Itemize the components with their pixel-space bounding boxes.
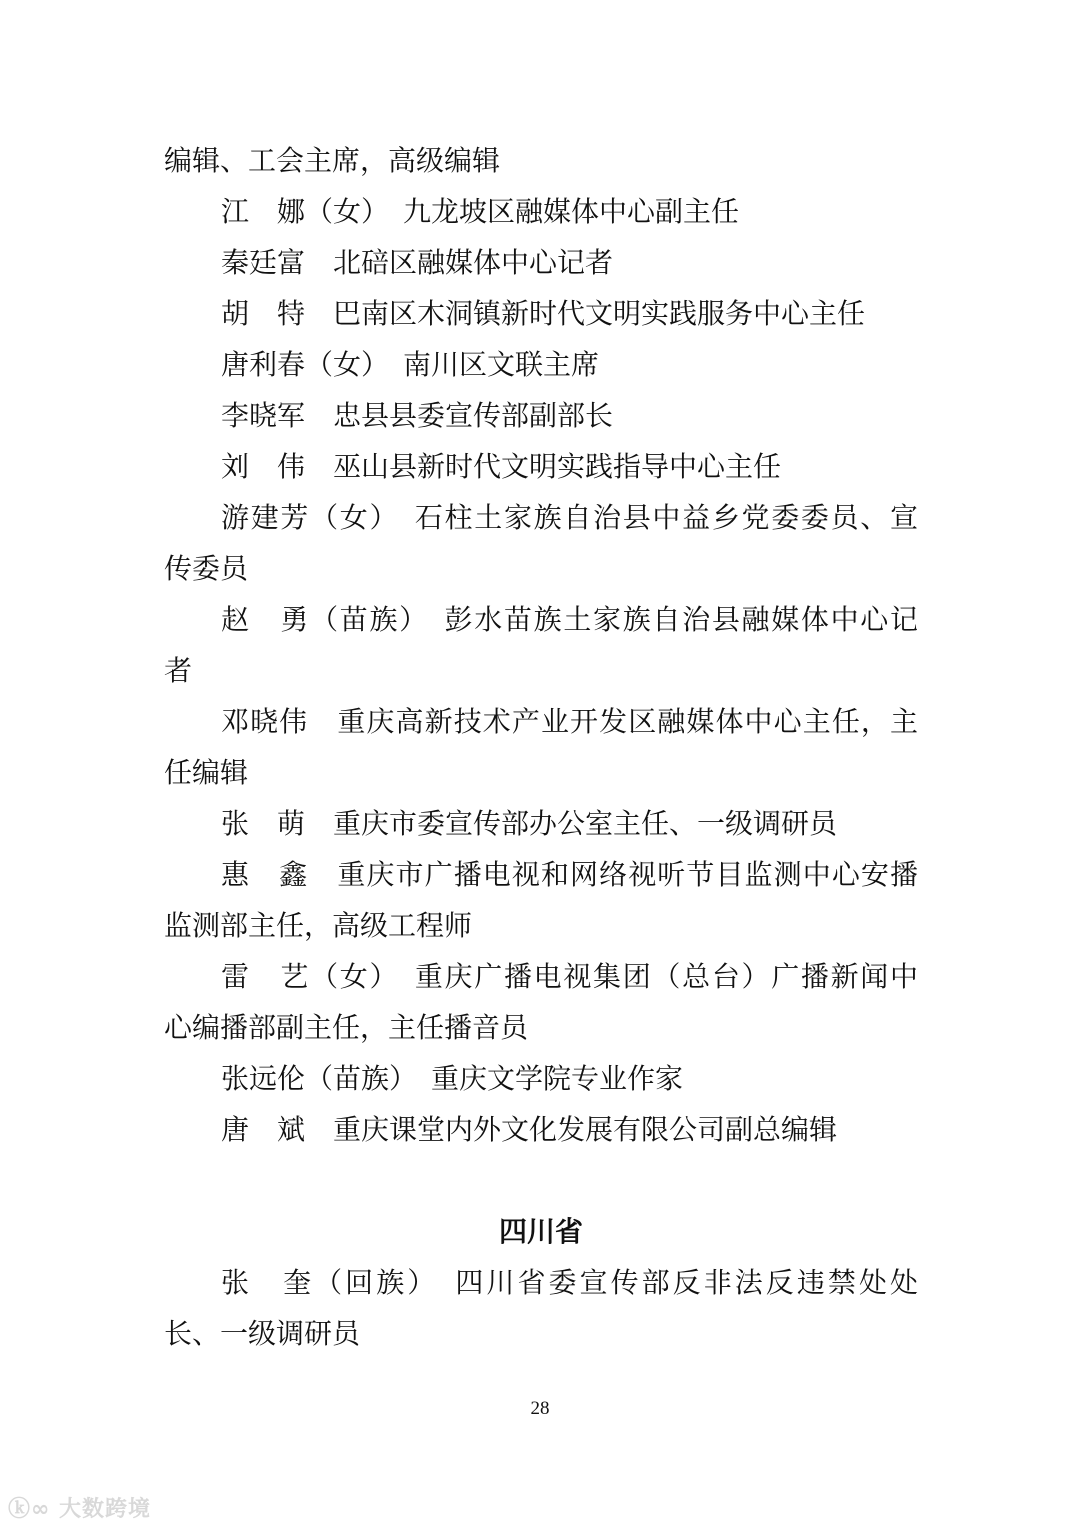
list-item-line: 编辑、工会主席，高级编辑 — [164, 144, 501, 177]
list-item-line: 监测部主任，高级工程师 — [164, 909, 473, 942]
list-item-line: 张 奎（回族） 四川省委宣传部反非法反违禁处处 — [221, 1266, 918, 1299]
page-number: 28 — [530, 1398, 550, 1419]
list-item-line: 张远伦（苗族） 重庆文学院专业作家 — [221, 1062, 684, 1095]
document-body — [164, 135, 918, 1359]
list-item-line: 刘 伟 巫山县新时代文明实践指导中心主任 — [221, 450, 782, 483]
list-item-line: 唐利春（女） 南川区文联主席 — [221, 348, 600, 381]
list-item-line: 胡 特 巴南区木洞镇新时代文明实践服务中心主任 — [221, 297, 866, 330]
watermark-text: 大数跨境 — [59, 1497, 152, 1522]
watermark-icon: ⓚ∞ — [8, 1497, 59, 1522]
list-item-line: 雷 艺（女） 重庆广播电视集团（总台）广播新闻中 — [221, 960, 918, 993]
list-item-line: 游建芳（女） 石柱土家族自治县中益乡党委委员、宣 — [221, 501, 918, 534]
list-item-line: 张 萌 重庆市委宣传部办公室主任、一级调研员 — [221, 807, 838, 840]
list-item-line: 心编播部副主任，主任播音员 — [164, 1011, 529, 1044]
section-heading: 四川省 — [498, 1215, 583, 1248]
watermark-logo — [8, 1492, 151, 1523]
list-item-line: 李晓军 忠县县委宣传部副部长 — [221, 399, 614, 432]
list-item-line: 者 — [164, 654, 193, 687]
list-item-line: 江 娜（女） 九龙坡区融媒体中心副主任 — [221, 195, 740, 228]
list-item-line: 赵 勇（苗族） 彭水苗族土家族自治县融媒体中心记 — [221, 603, 918, 636]
list-item-line: 唐 斌 重庆课堂内外文化发展有限公司副总编辑 — [221, 1113, 838, 1146]
list-item-line: 传委员 — [164, 552, 249, 585]
list-item-line: 邓晓伟 重庆高新技术产业开发区融媒体中心主任，主 — [221, 705, 918, 738]
list-item-line: 长、一级调研员 — [164, 1317, 361, 1350]
list-item-line: 任编辑 — [164, 756, 249, 789]
spacer — [164, 1155, 918, 1206]
list-item-line: 惠 鑫 重庆市广播电视和网络视听节目监测中心安播 — [221, 858, 918, 891]
list-item-line: 秦廷富 北碚区融媒体中心记者 — [221, 246, 614, 279]
